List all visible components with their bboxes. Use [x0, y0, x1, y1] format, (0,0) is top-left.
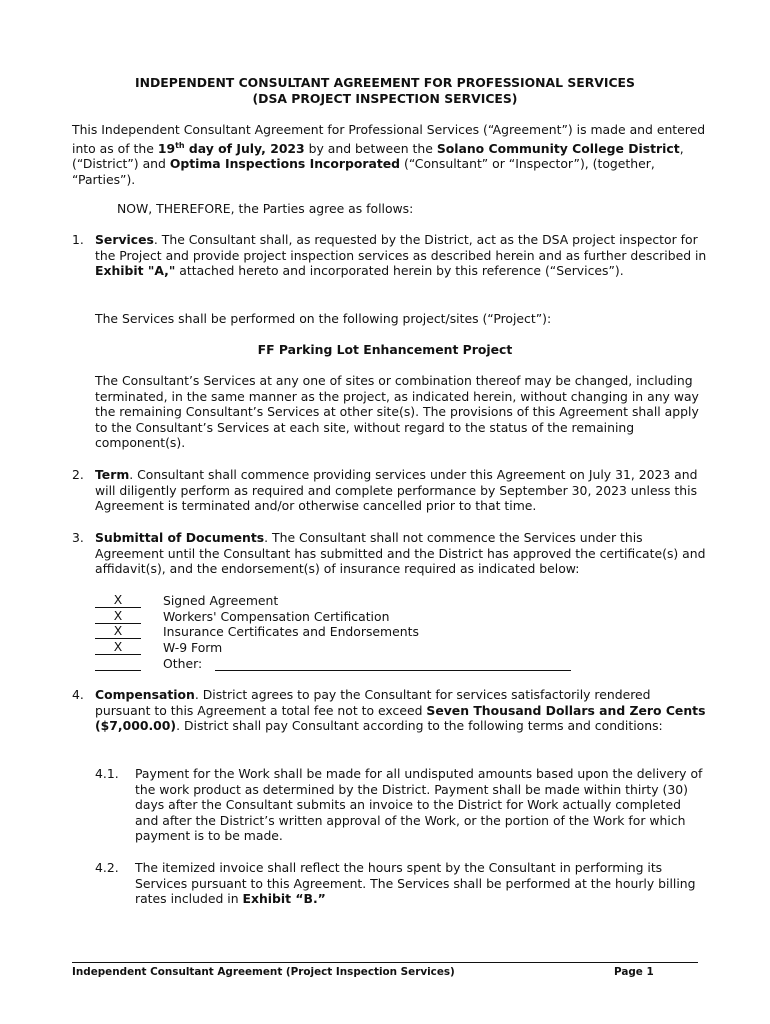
- footer-document-title: Independent Consultant Agreement (Project Inspection Services): [72, 966, 455, 978]
- subsection-payment: Payment for the Work shall be made for all undisputed amounts based upon the delivery of the work product as determined by the District. Payment shall be made within thirty (30) days after the Consultant submits an invoice to the District for Work actually completed and after the District’s written approval of the Work, or the portion of the Work for which payment is to be made.: [135, 766, 703, 843]
- page-number: Page 1: [614, 966, 654, 978]
- section-compensation: [95, 687, 707, 734]
- date-rest: day of July, 2023: [184, 140, 305, 156]
- date-day: 19: [157, 140, 176, 156]
- section-text: attached hereto and incorporated herein by this reference (“Services”).: [175, 263, 624, 278]
- section-number: 1.: [72, 232, 84, 247]
- intro-text: This Independent Consultant Agreement for Professional Services (“Agreement”) is made and entered into as of the: [72, 122, 706, 156]
- date-suffix: th: [175, 140, 185, 150]
- checklist-mark: X: [95, 640, 141, 655]
- section-number: 4.: [72, 687, 84, 702]
- district-name: Solano Community College District: [436, 140, 680, 156]
- section-text: . The Consultant shall, as requested by the District, act as the DSA project inspector for the Project and provide project inspection services as described herein and as further described in: [95, 232, 707, 263]
- project-sites-text: The Services shall be performed on the following project/sites (“Project”):: [95, 311, 552, 326]
- intro-text: (“Consultant” or “Inspector”), (together, “Parties”).: [72, 156, 655, 187]
- document-subtitle: (DSA PROJECT INSPECTION SERVICES): [252, 91, 518, 106]
- intro-text: , (“District”) and: [72, 140, 684, 172]
- checklist-label: Insurance Certificates and Endorsements: [163, 624, 419, 639]
- agreement-date: [158, 141, 305, 156]
- exhibit-reference: Exhibit “B.”: [242, 891, 326, 906]
- consultant-name: Optima Inspections Incorporated: [169, 156, 401, 172]
- section-services: [95, 232, 707, 279]
- section-text: . District shall pay Consultant according to the following terms and conditions:: [176, 718, 663, 733]
- checklist-label: Signed Agreement: [163, 593, 279, 608]
- checklist-mark: [95, 656, 141, 671]
- section-text: . The Consultant shall not commence the Services under this Agreement until the Consultant has submitted and the District has approved the certificate(s) and affidavit(s), and the endorsement(s) of insurance required as indicated below:: [95, 530, 706, 576]
- intro-paragraph: [72, 122, 708, 187]
- section-number: 2.: [72, 467, 84, 482]
- section-heading: Services: [95, 232, 154, 247]
- section-text: . District agrees to pay the Consultant for services satisfactorily rendered pursuant to this Agreement a total fee not to exceed: [95, 687, 651, 718]
- section-submittal: [95, 530, 707, 577]
- section-number: 3.: [72, 530, 84, 545]
- section-heading: Submittal of Documents: [95, 530, 265, 545]
- checklist-mark: X: [95, 624, 141, 639]
- footer-rule: [72, 962, 698, 963]
- subsection-number: 4.2.: [95, 860, 119, 875]
- checklist-label: W-9 Form: [163, 640, 223, 655]
- subsection-text: The itemized invoice shall reflect the hours spent by the Consultant in performing its Services pursuant to this Agreement. The Services shall be performed at the hourly billing rates included in: [135, 860, 696, 906]
- checklist-mark: X: [95, 593, 141, 608]
- fee-amount: Seven Thousand Dollars and Zero Cents ($7,000.00): [95, 702, 706, 733]
- section-heading: Term: [95, 467, 130, 482]
- other-blank-line: [215, 656, 571, 671]
- section-term: [95, 467, 707, 514]
- now-therefore: NOW, THEREFORE, the Parties agree as follows:: [117, 201, 414, 216]
- checklist-label: Workers' Compensation Certification: [163, 609, 390, 624]
- section-text: . Consultant shall commence providing services under this Agreement on July 31, 2023 and will diligently perform as required and complete performance by September 30, 2023 unless this Agreement is terminated and/or otherwise cancelled prior to that time.: [95, 467, 698, 513]
- project-name: FF Parking Lot Enhancement Project: [257, 342, 513, 357]
- document-title: INDEPENDENT CONSULTANT AGREEMENT FOR PROFESSIONAL SERVICES: [135, 75, 635, 90]
- subsection-invoice: [135, 860, 707, 907]
- exhibit-reference: Exhibit "A,": [95, 263, 176, 278]
- subsection-number: 4.1.: [95, 766, 119, 781]
- checklist-item: [95, 656, 595, 672]
- section-heading: Compensation: [95, 687, 195, 702]
- checklist-label: Other:: [163, 656, 203, 671]
- checklist-mark: X: [95, 609, 141, 624]
- intro-text: by and between the: [304, 140, 437, 156]
- services-change-text: The Consultant’s Services at any one of sites or combination thereof may be changed, including terminated, in the same manner as the project, as indicated herein, without changing in any way the remaining Consultant’s Services at other site(s). The provisions of this Agreement shall apply to the Consultant’s Services at each site, without regard to the status of the remaining component(s).: [95, 373, 699, 450]
